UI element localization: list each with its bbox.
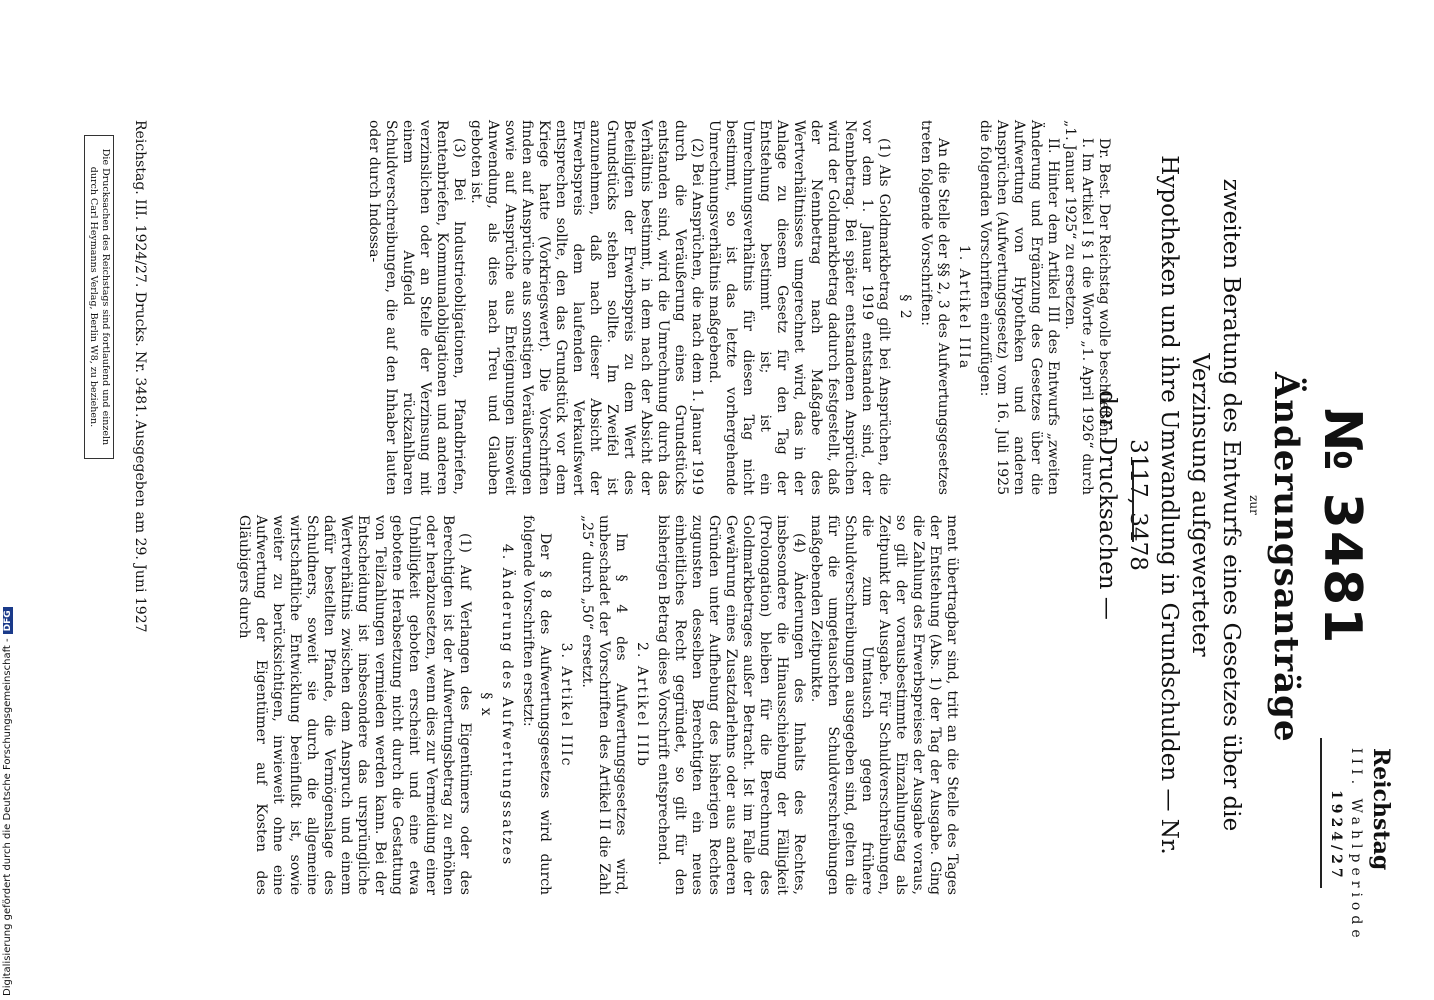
right-para-3: Im § 4 des Aufwertungsgesetzes wird, unbeschadet der Vorschriften des Artikel II die Zahl „25“ durch „50“ ersetzt. bbox=[579, 515, 629, 895]
header-years: 1924/27 bbox=[1328, 790, 1344, 882]
document-number: № 3481 bbox=[1312, 408, 1372, 646]
title-rule bbox=[1132, 462, 1134, 542]
publisher-note-box bbox=[84, 135, 114, 459]
left-column bbox=[365, 120, 1112, 495]
left-para-2: II. Hinter dem Artikel III des Entwurfs „zweiten Änderung und Ergänzung des Gesetzes über die Aufwertung von Hypotheken und anderen Ansprüchen (Aufwertungsgesetz) vom 16. Juli 1925 die folgenden Vorschriften einzufügen: bbox=[977, 120, 1061, 495]
dfg-logo: DFG bbox=[3, 607, 13, 634]
footer-left: Reichstag. III. 1924/27. Drucks. Nr. 3481. bbox=[132, 120, 148, 418]
header-parliament: Reichstag bbox=[1368, 748, 1394, 871]
subtitle-line-3: Hypotheken und ihre Umwandlung in Grundschulden — Nr. 3117, 3478 bbox=[1125, 155, 1182, 855]
digitization-note-text: Digitalisierung gefördert durch die Deutsche Forschungsgemeinschaft - bbox=[2, 638, 13, 996]
publisher-note-line-2: durch Carl Heymanns Verlag, Berlin W8, zu beziehen. bbox=[88, 166, 99, 428]
document-title: Änderungsanträge bbox=[1266, 372, 1306, 743]
left-para-4: (1) Als Goldmarkbetrag gilt bei Ansprüchen, die vor dem 1. Januar 1919 entstanden sind, der Nennbetrag. Bei später entstandenen Ansprüchen wird der Goldmarkbetrag dadurch festgestellt, daß der Nennbetrag nach Maßgabe des Wertverhältnisses umgerechnet wird, das in der Anlage zu diesem Gesetz für den Tag der Entstehung bestimmt ist; ist ein Umrechnungsverhältnis für diesen Tag nicht bestimmt, so ist das letzte vorhergehende Umrechnungsverhältnis maßgebend. bbox=[706, 120, 892, 495]
left-para-3: An die Stelle der §§ 2, 3 des Aufwertungsgesetzes treten folgende Vorschriften: bbox=[918, 120, 951, 495]
left-para-5: (2) Bei Ansprüchen, die nach dem 1. Januar 1919 durch die Veräußerung eines Grundstücks entstanden sind, wird die Umrechnung durch das Verhältnis bestimmt, in dem nach der Absicht der Beteiligten der Erwerbspreis zu dem Wert des Grundstücks stehen sollte. Im Zweifel ist anzunehmen, daß nach dieser Absicht der Erwerbspreis dem laufenden Verkaufswert entsprechen sollte, den das Grundstück vor dem Kriege hatte (Vorkriegswert). Die Vorschriften finden auf Ansprüche aus sonstigen Veräußerungen sowie auf Ansprüche aus Enteignungen insoweit Anwendung, als dies nach Treu und Glauben geboten ist. bbox=[468, 120, 705, 495]
left-para-6: (3) Bei Industrieobligationen, Pfandbriefen, Rentenbriefen, Kommunalobligationen und anderen verzinslichen oder an Stelle der Verzinsung mit einem Aufgeld rückzahlbaren Schuldverschreibungen, die auf den Inhaber lauten oder durch Indossa- bbox=[366, 120, 467, 495]
left-intro: Dr. Best. Der Reichstag wolle beschließen: bbox=[1096, 138, 1112, 441]
right-para-2: (4) Änderungen des Inhalts des Rechtes, insbesondere die Hinausschiebung der Fälligkeit (Prolongation) bleiben für die Berechnung des Goldmarkbetrages außer Betracht. Ist im Falle der Gewährung eines Zusatzdarlehns oder aus anderen Gründen unter Aufhebung des bisherigen Rechtes zugunsten desselben Berechtigten ein neues einheitliches Recht gegründet, so gilt für den bisherigen Betrag diese Vorschrift entsprechend. bbox=[655, 515, 807, 895]
footer-right: Ausgegeben am 29. Juni 1927 bbox=[132, 420, 148, 633]
digitization-note bbox=[2, 607, 13, 996]
right-heading-1: 2. Artikel IIIb bbox=[634, 642, 650, 768]
publisher-note-line-1: Die Drucksachen des Reichstags sind fortlaufend und einzeln bbox=[100, 148, 111, 446]
subtitle-line-2: zweiten Beratung des Entwurfs eines Gesetzes über die Verzinsung aufgewerteter bbox=[1187, 178, 1244, 832]
subtitle-zur: zur bbox=[1247, 495, 1261, 515]
subtitle-line-4: der Drucksachen — bbox=[1094, 390, 1120, 620]
right-heading-4: § x bbox=[478, 692, 494, 718]
right-para-4: Der § 8 des Aufwertungsgesetzes wird durch folgende Vorschriften ersetzt: bbox=[520, 515, 553, 895]
document-subtitle bbox=[1091, 120, 1262, 890]
right-para-5: (1) Auf Verlangen des Eigentümers oder des Berechtigten ist der Aufwertungsbetrag zu erhöhen oder herabzusetzen, wenn dies zur Vermeidung einer Unbilligkeit geboten erscheint und eine etwa gebotene Herabsetzung nicht durch die Gestattung von Teilzahlungen vermieden werden kann. Bei der Entscheidung ist insbesondere das ursprüngliche Wertverhältnis zwischen dem Anspruch und einem dafür bestellten Pfande, die Vermögenslage des Schuldners, soweit sie durch die allgemeine wirtschaftliche Entwicklung beeinflußt ist, sowie weiter zu berücksichtigen, inwieweit ohne eine Aufwertung der Eigentümer auf Kosten des Gläubigers durch bbox=[236, 515, 473, 895]
left-heading-1: 1. Artikel IIIa bbox=[956, 244, 972, 371]
left-heading-2: § 2 bbox=[897, 294, 913, 321]
left-para-1: I. Im Artikel I § 1 die Worte „1. April 1926“ durch „1. Januar 1925“ zu ersetzen. bbox=[1062, 120, 1095, 495]
right-heading-2: 3. Artikel IIIc bbox=[558, 642, 574, 768]
header-rule bbox=[1320, 738, 1322, 888]
right-para-1: ment übertragbar sind, tritt an die Stelle des Tages der Entstehung (Abs. 1) der Tag der Ausgabe. Ging die Zahlung des Erwerbspreises der Ausgabe voraus, so gilt der vorausbestimmte Einzahlungstag als Zeitpunkt der Ausgabe. Für Schuldverschreibungen, die zum Umtausch gegen frühere Schuldverschreibungen ausgegeben sind, gelten die für die umgetauschten Schuldverschreibungen maßgebenden Zeitpunkte. bbox=[808, 515, 960, 895]
right-column bbox=[235, 515, 960, 895]
right-heading-3: 4. Änderung des Aufwertungssatzes bbox=[499, 543, 515, 867]
header-period: III. Wahlperiode bbox=[1348, 748, 1364, 943]
